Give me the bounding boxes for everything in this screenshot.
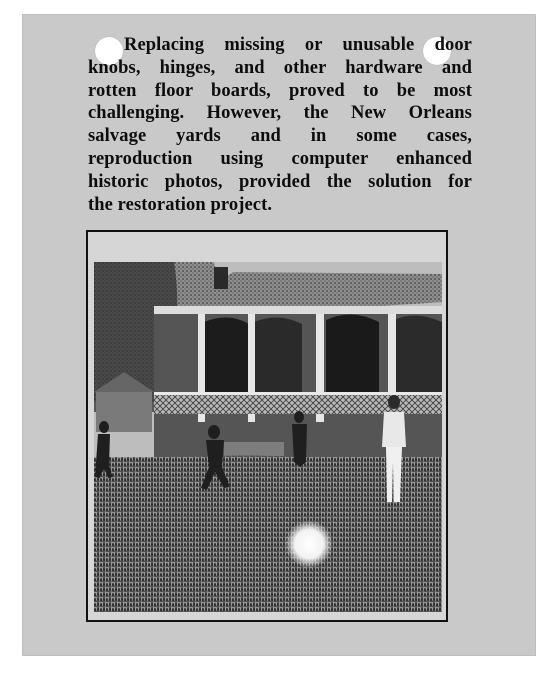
- paragraph-line: Replacing missing or unusable door: [124, 35, 472, 55]
- document-card: [22, 14, 536, 656]
- historic-house-photo: [94, 262, 442, 612]
- paragraph-line: knobs, hinges, and other hardware and: [88, 57, 472, 78]
- paragraph-line: challenging. However, the New Orleans: [88, 103, 472, 124]
- paragraph-line: salvage yards and in some cases,: [88, 126, 472, 147]
- paragraph-line: historic photos, provided the solution for: [88, 171, 472, 192]
- historic-photo-frame: [86, 230, 448, 622]
- paragraph-line: rotten floor boards, proved to be most: [88, 80, 472, 101]
- body-paragraph: [88, 34, 472, 216]
- paragraph-line: reproduction using computer enhanced: [88, 148, 472, 169]
- paragraph-line: the restoration project.: [88, 194, 273, 215]
